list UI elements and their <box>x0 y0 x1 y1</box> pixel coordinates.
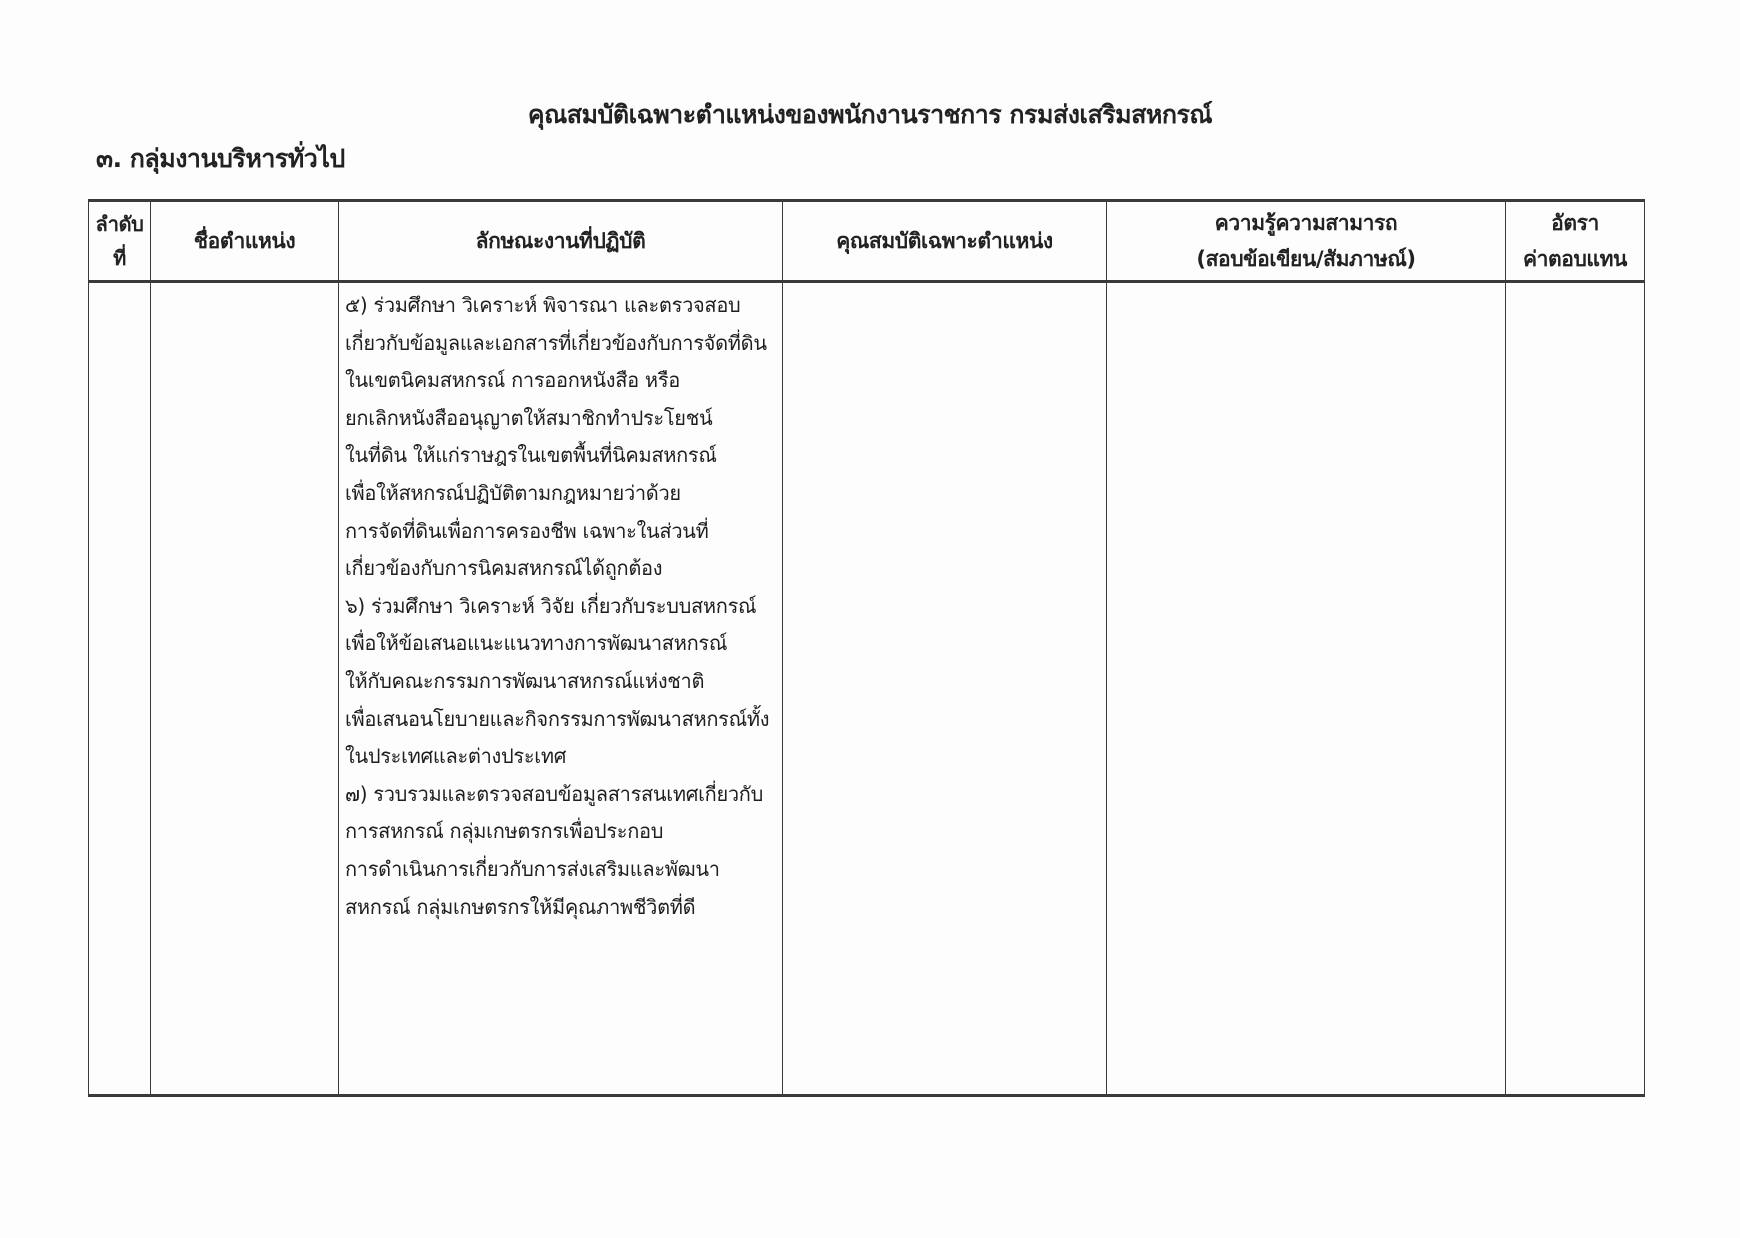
column-header-text: ค่าตอบแทน <box>1523 247 1627 271</box>
column-header-knowledge <box>1107 201 1506 282</box>
cell-duties <box>339 282 783 1096</box>
qualifications-table <box>88 199 1645 1097</box>
column-header-text: ลำดับ <box>95 212 144 236</box>
column-header-text: (สอบข้อเขียน/สัมภาษณ์) <box>1196 247 1416 271</box>
duty-line: ๗) รวบรวมและตรวจสอบข้อมูลสารสนเทศเกี่ยวกับ <box>345 781 764 806</box>
cell-order <box>89 282 151 1096</box>
cell-knowledge <box>1107 282 1506 1096</box>
column-header-position-name <box>151 201 339 282</box>
duty-line: การจัดที่ดินเพื่อการครองชีพ เฉพาะในส่วนที่ <box>345 518 709 543</box>
duty-line: ๖) ร่วมศึกษา วิเคราะห์ วิจัย เกี่ยวกับระบบสหกรณ์ <box>345 593 757 618</box>
column-header-text: ชื่อตำแหน่ง <box>193 229 296 253</box>
duty-line: ๕) ร่วมศึกษา วิเคราะห์ พิจารณา และตรวจสอบ <box>345 293 741 317</box>
document-title: คุณสมบัติเฉพาะตำแหน่งของพนักงานราชการ กรมส่งเสริมสหกรณ์ <box>527 100 1213 129</box>
duty-line: ในประเทศและต่างประเทศ <box>345 744 567 769</box>
duty-line: เพื่อเสนอนโยบายและกิจกรรมการพัฒนาสหกรณ์ทั้ง <box>345 706 770 731</box>
column-header-text: อัตรา <box>1551 211 1599 235</box>
section-heading: ๓. กลุ่มงานบริหารทั่วไป <box>96 144 345 173</box>
column-header-text: ความรู้ความสามารถ <box>1214 211 1398 235</box>
duty-line: เพื่อให้ข้อเสนอแนะแนวทางการพัฒนาสหกรณ์ <box>345 631 728 656</box>
duties-text-block <box>339 283 782 926</box>
duty-line: ในเขตนิคมสหกรณ์ การออกหนังสือ หรือ <box>345 368 680 393</box>
duty-line: เกี่ยวข้องกับการนิคมสหกรณ์ได้ถูกต้อง <box>345 556 663 581</box>
duty-line: เพื่อให้สหกรณ์ปฏิบัติตามกฎหมายว่าด้วย <box>345 480 681 505</box>
column-header-duties <box>339 201 783 282</box>
duty-line: ในที่ดิน ให้แก่ราษฎรในเขตพื้นที่นิคมสหกรณ์ <box>345 443 717 468</box>
column-header-text: ลักษณะงานที่ปฏิบัติ <box>475 229 646 253</box>
duty-line: เกี่ยวกับข้อมูลและเอกสารที่เกี่ยวข้องกับการจัดที่ดิน <box>345 330 767 355</box>
duty-line: ยกเลิกหนังสืออนุญาตให้สมาชิกทำประโยชน์ <box>345 405 713 430</box>
cell-position-name <box>151 282 339 1096</box>
table-header-row <box>89 201 1645 282</box>
column-header-qualifications <box>783 201 1107 282</box>
duty-line: การดำเนินการเกี่ยวกับการส่งเสริมและพัฒนา <box>345 856 720 881</box>
column-header-compensation <box>1506 201 1645 282</box>
cell-qualifications <box>783 282 1107 1096</box>
duty-line: การสหกรณ์ กลุ่มเกษตรกรเพื่อประกอบ <box>345 819 664 844</box>
column-header-text: คุณสมบัติเฉพาะตำแหน่ง <box>836 229 1053 253</box>
table-row <box>89 282 1645 1096</box>
cell-compensation <box>1506 282 1645 1096</box>
column-header-order <box>89 201 151 282</box>
duty-line: ให้กับคณะกรรมการพัฒนาสหกรณ์แห่งชาติ <box>345 668 705 693</box>
column-header-text: ที่ <box>113 246 126 270</box>
duty-line: สหกรณ์ กลุ่มเกษตรกรให้มีคุณภาพชีวิตที่ดี <box>345 894 696 919</box>
